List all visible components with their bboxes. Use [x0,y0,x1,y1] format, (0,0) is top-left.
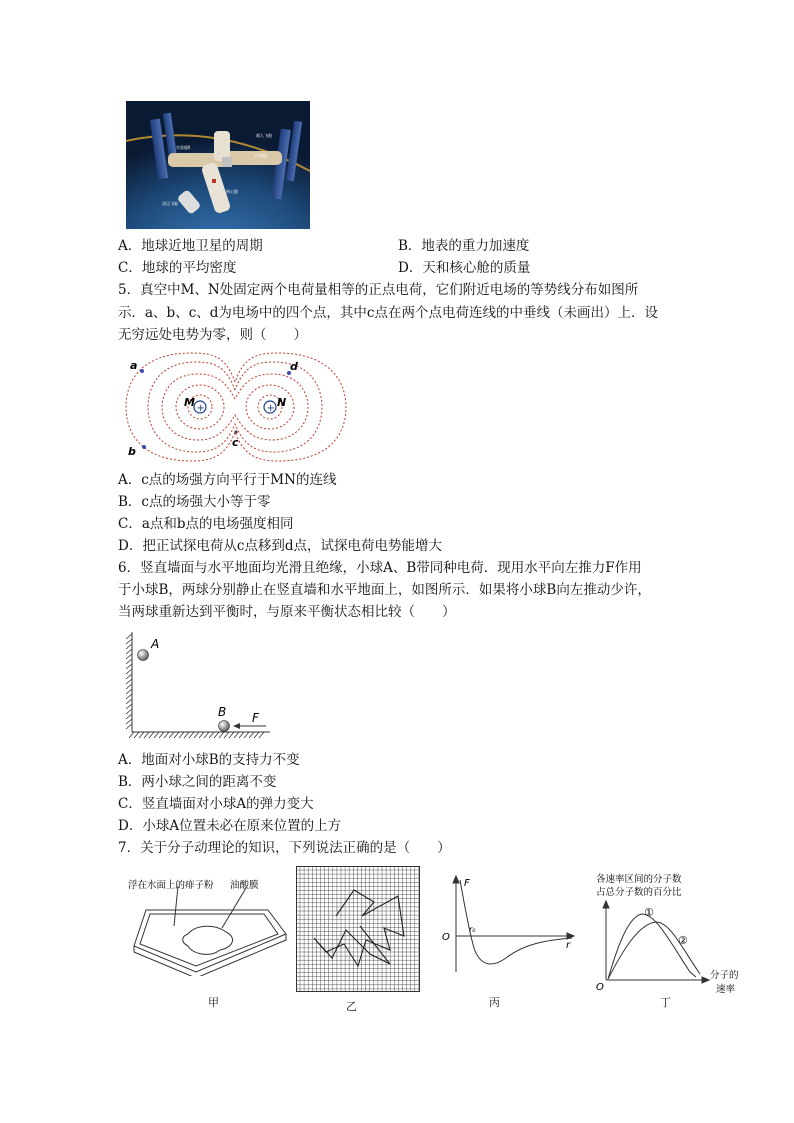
hatch-line [126,689,132,694]
force-f-label: F [252,711,259,725]
hatch-line [144,732,149,738]
q6-option-a: A．地面对小球B的支持力不变 [118,752,300,768]
q5-stem-line: 无穷远处电势为零，则（ ） [118,327,307,343]
hatch-line [239,732,244,738]
q7-stem: 7．关于分子动理论的知识，下列说法正确的是（ ） [118,840,451,856]
module-label: 货运飞船 [162,201,178,206]
module-label: 载人飞船 [256,133,272,138]
hatch-line [179,732,184,738]
curve-2-label: ② [678,934,688,947]
hatch-line [149,732,154,738]
q5-option-c: C．a点和b点的电场强度相同 [118,516,294,532]
hatch-line [126,674,132,679]
hatch-line [126,654,132,659]
hatch-line [234,732,239,738]
svg-text:+: + [196,403,205,414]
q4-option-d: D．天和核心舱的质量 [398,260,531,276]
hatch-line [189,732,194,738]
fig-bing-caption: 丙 [489,996,500,1009]
r0-label: r₀ [469,925,476,934]
hatch-line [219,732,224,738]
module-label: 核心舱 [226,189,238,194]
hatch-line [139,732,144,738]
q5-stem-line: 5．真空中M、N处固定两个电荷量相等的正点电荷，它们附近电场的等势线分布如图所 [118,282,639,298]
point-d-label: d [290,360,298,373]
hatch-line [164,732,169,738]
hatch-line [126,699,132,704]
charge-n-label: N [277,396,287,409]
q5-option-a: A．c点的场强方向平行于MN的连线 [118,472,337,488]
fig-yi-brownian [296,866,420,992]
hatch-line [204,732,209,738]
hatch-line [129,732,134,738]
hatch-line [244,732,249,738]
point-b-label: b [128,445,136,458]
hatch-line [126,684,132,689]
module-label: 实验舱Ⅰ [254,153,268,158]
hatch-line [126,714,132,719]
q6-stem-line: 于小球B，两球分别静止在竖直墙和水平地面上，如图所示．如果将小球B向左推动少许， [118,582,651,598]
f-axis-label: F [464,878,470,889]
ball-b-label: B [218,705,227,719]
r-axis-label: r [566,940,571,951]
hatch-line [126,719,132,724]
hatch-line [126,644,132,649]
svg-text:+: + [266,403,275,414]
equipotential-figure [120,352,352,464]
hatch-line [159,732,164,738]
q6-stem-line: 当两球重新达到平衡时，与原来平衡状态相比较（ ） [118,604,456,620]
hatch-line [209,732,214,738]
hatch-line [169,732,174,738]
hatch-line [254,732,259,738]
hatch-line [224,732,229,738]
hatch-line [229,732,234,738]
x-axis-title-line1: 分子的 [710,970,739,981]
q4-option-c: C．地球的平均密度 [118,260,237,276]
hatch-line [126,704,132,709]
charge-m-label: M [184,396,195,409]
q6-option-d: D．小球A位置未必在原来位置的上方 [118,818,342,834]
fig-jia-caption: 甲 [208,996,219,1009]
fig-ding-speed-distribution [586,868,766,998]
wall-balls-figure [120,628,280,746]
oil-film-label: 油酸膜 [230,880,259,891]
hatch-line [214,732,219,738]
q5-stem-line: 示．a、b、c、d为电场中的四个点，其中c点在两个点电荷连线的中垂线（未画出）上．设 [118,305,658,321]
q6-option-c: C．竖直墙面对小球A的弹力变大 [118,796,314,812]
fig-yi-caption: 乙 [346,1000,357,1013]
point-c-label: c [232,436,239,449]
origin-label: O [596,982,604,993]
hatch-line [174,732,179,738]
hatch-line [126,639,132,644]
x-axis-title-line2: 速率 [716,984,736,995]
origin-label: O [442,932,450,943]
hatch-line [126,669,132,674]
hatch-line [259,732,264,738]
hatch-line [126,649,132,654]
hatch-line [126,634,132,639]
hatch-line [199,732,204,738]
hatch-line [154,732,159,738]
q4-option-b: B．地表的重力加速度 [398,238,530,254]
q6-option-b: B．两小球之间的距离不变 [118,774,277,790]
hatch-line [126,679,132,684]
hatch-line [126,694,132,699]
q6-stem-line: 6．竖直墙面与水平地面均光滑且绝缘，小球A、B带同种电荷．现用水平向左推力F作用 [118,560,642,576]
curve-1-label: ① [644,906,654,919]
hatch-line [194,732,199,738]
fig-bing-force-curve [436,874,576,974]
q5-option-d: D．把正试探电荷从c点移到d点，试探电荷电势能增大 [118,538,443,554]
q4-option-a: A．地球近地卫星的周期 [118,238,263,254]
y-axis-title-line1: 各速率区间的分子数 [596,874,682,885]
q5-option-b: B．c点的场强大小等于零 [118,494,271,510]
fig-ding-caption: 丁 [660,996,671,1009]
ball-a-label: A [151,637,160,651]
hatch-line [126,709,132,714]
hatch-line [184,732,189,738]
fig-jia-oil-film [126,876,290,976]
hatch-line [126,724,132,729]
hatch-line [126,659,132,664]
point-a-label: a [130,359,138,372]
hatch-line [126,664,132,669]
powder-label: 浮在水面上的痱子粉 [128,880,214,891]
hatch-line [134,732,139,738]
y-axis-title-line2: 占总分子数的百分比 [596,887,682,898]
module-label: 实验舱Ⅱ [176,145,190,150]
hatch-line [249,732,254,738]
space-station-photo [126,101,310,229]
